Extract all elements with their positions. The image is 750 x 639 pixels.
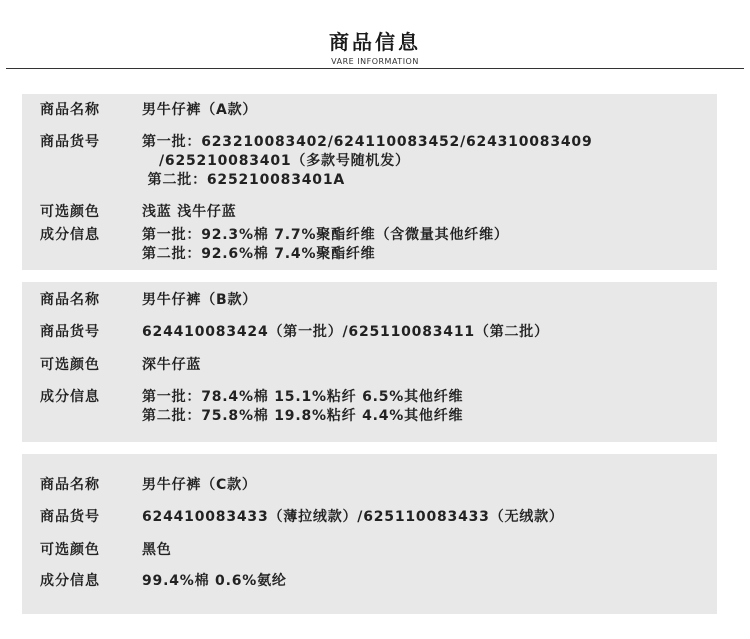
composition-line: 第二批：92.6%棉 7.4%聚酯纤维 — [142, 246, 376, 262]
product-color-value: 浅蓝 浅牛仔蓝 — [142, 204, 237, 220]
product-sku-label: 商品货号 — [40, 134, 100, 150]
product-composition-value — [142, 226, 509, 264]
product-sku-label: 商品货号 — [40, 324, 100, 340]
product-composition-value: 99.4%棉 0.6%氨纶 — [142, 573, 287, 589]
product-sku-label: 商品货号 — [40, 509, 100, 525]
sku-line: 第二批：625210083401A — [142, 172, 346, 188]
composition-line: 第一批：92.3%棉 7.7%聚酯纤维（含微量其他纤维） — [142, 227, 509, 243]
product-sku-value — [142, 133, 593, 190]
product-color-label: 可选颜色 — [40, 357, 100, 373]
page-subtitle: VARE INFORMATION — [331, 57, 419, 66]
product-sku-value: 624410083424（第一批）/625110083411（第二批） — [142, 324, 549, 340]
composition-line: 第二批：75.8%棉 19.8%粘纤 4.4%其他纤维 — [142, 408, 464, 424]
product-color-value: 深牛仔蓝 — [142, 357, 202, 373]
header-divider — [6, 68, 744, 69]
product-sku-value: 624410083433（薄拉绒款）/625110083433（无绒款） — [142, 509, 564, 525]
product-name-value: 男牛仔裤（C款） — [142, 477, 257, 493]
product-name-value: 男牛仔裤（A款） — [142, 102, 258, 118]
product-block-a — [22, 94, 717, 270]
sku-line: /625210083401（多款号随机发） — [142, 153, 410, 169]
product-composition-value — [142, 388, 463, 426]
product-name-label: 商品名称 — [40, 292, 100, 308]
product-name-value: 男牛仔裤（B款） — [142, 292, 258, 308]
composition-line: 第一批：78.4%棉 15.1%粘纤 6.5%其他纤维 — [142, 389, 464, 405]
product-block-b — [22, 282, 717, 442]
product-color-label: 可选颜色 — [40, 204, 100, 220]
product-composition-label: 成分信息 — [40, 389, 100, 405]
product-block-c — [22, 454, 717, 614]
product-name-label: 商品名称 — [40, 102, 100, 118]
product-color-label: 可选颜色 — [40, 542, 100, 558]
page-title: 商品信息 — [329, 30, 421, 54]
sku-line: 第一批：623210083402/624110083452/624310083409 — [142, 134, 593, 150]
page-header — [0, 0, 750, 80]
product-name-label: 商品名称 — [40, 477, 100, 493]
product-composition-label: 成分信息 — [40, 227, 100, 243]
product-color-value: 黑色 — [142, 542, 172, 558]
product-composition-label: 成分信息 — [40, 573, 100, 589]
